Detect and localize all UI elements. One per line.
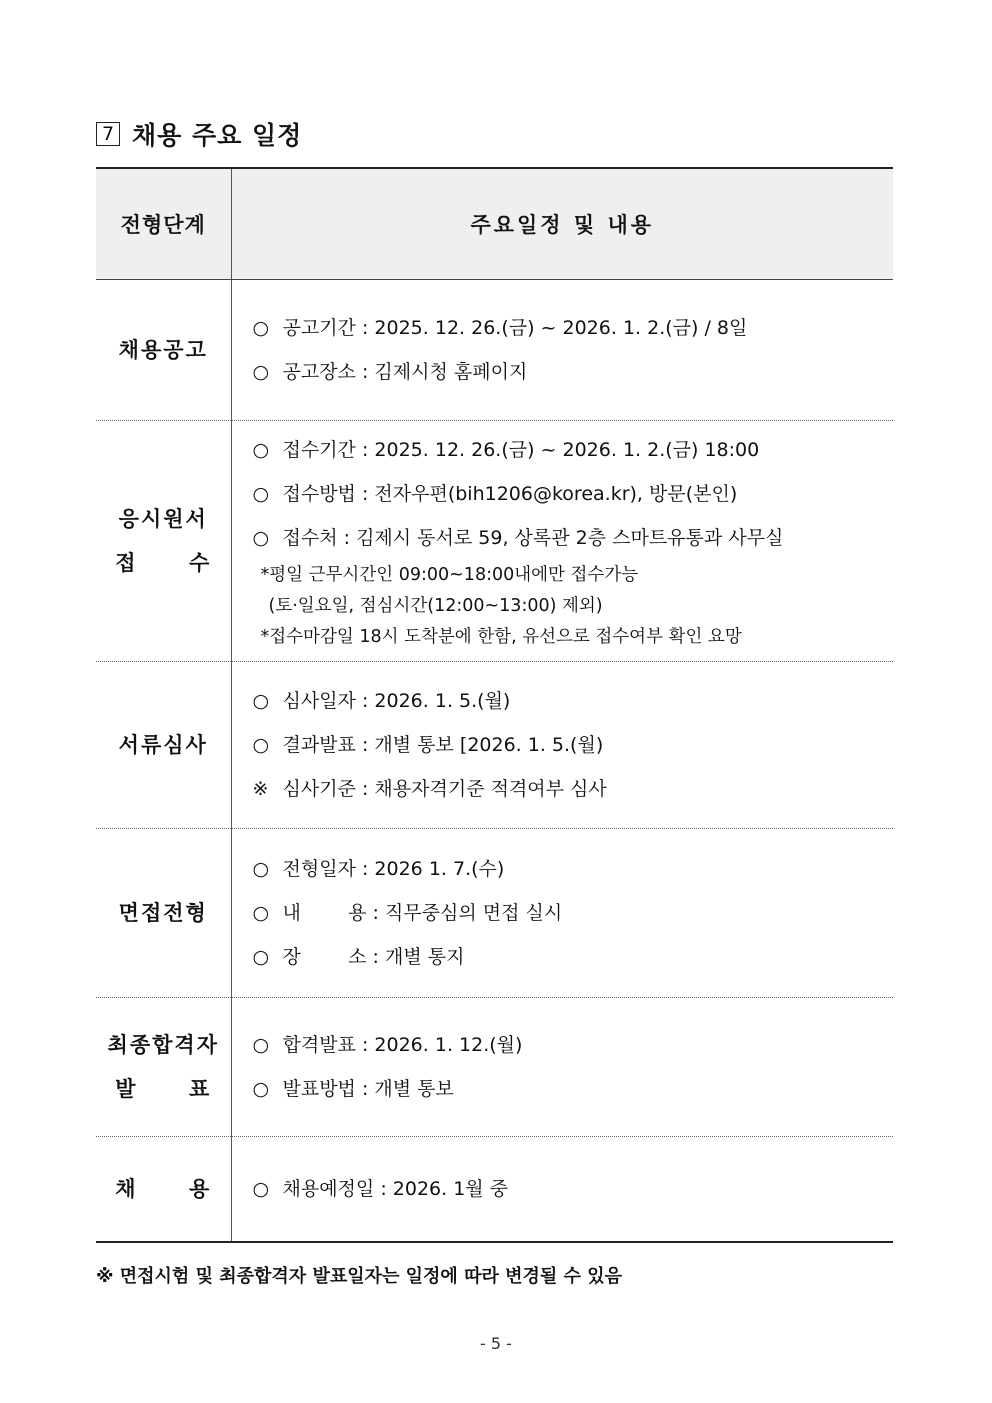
schedule-line: ○ 접수기간 : 2025. 12. 26.(금) ~ 2026. 1. 2.(금) 18:00 (253, 428, 893, 472)
table-row (96, 997, 893, 1136)
schedule-line: ○ 장 소 : 개별 통지 (253, 935, 893, 979)
content-cell (231, 420, 893, 661)
stage-label: 서류심사 (118, 732, 208, 757)
content-cell (231, 279, 893, 420)
schedule-line: ※ 심사기준 : 채용자격기준 적격여부 심사 (253, 767, 893, 811)
table-row (96, 279, 893, 420)
schedule-line: ○ 공고기간 : 2025. 12. 26.(금) ~ 2026. 1. 2.(금) / 8일 (253, 306, 893, 350)
stage-label-line2: 접 수 (115, 550, 212, 575)
schedule-note: *접수마감일 18시 도착분에 한함, 유선으로 접수여부 확인 요망 (260, 627, 742, 647)
stage-label-line2: 발 표 (115, 1076, 212, 1101)
content-cell (231, 828, 893, 997)
schedule-line: ○ 접수방법 : 전자우편(bih1206@korea.kr), 방문(본인) (253, 472, 893, 516)
circle-bullet-icon: ○ (252, 733, 270, 756)
table-row (96, 1136, 893, 1242)
circle-bullet-icon: ○ (252, 1077, 270, 1100)
table-row (96, 420, 893, 661)
stage-cell (96, 997, 231, 1136)
stage-label: 최종합격자 (107, 1032, 219, 1057)
circle-bullet-icon: ○ (252, 1033, 270, 1056)
page-number: - 5 - (480, 1334, 512, 1353)
schedule-note: (토·일요일, 점심시간(12:00~13:00) 제외) (268, 596, 603, 616)
schedule-line: ○ 결과발표 : 개별 통보 [2026. 1. 5.(월) (253, 723, 893, 767)
stage-cell (96, 661, 231, 828)
schedule-line: ○ 공고장소 : 김제시청 홈페이지 (253, 350, 893, 394)
content-cell (231, 997, 893, 1136)
stage-cell (96, 279, 231, 420)
table-row (96, 661, 893, 828)
section-number-box: 7 (96, 122, 120, 146)
content-cell (231, 661, 893, 828)
schedule-line: ○ 채용예정일 : 2026. 1월 중 (253, 1167, 893, 1211)
circle-bullet-icon: ○ (252, 527, 270, 549)
circle-bullet-icon: ○ (252, 360, 270, 383)
stage-label: 채용공고 (118, 337, 208, 362)
circle-bullet-icon: ○ (252, 857, 270, 880)
reference-mark-icon: ※ (252, 777, 269, 800)
circle-bullet-icon: ○ (252, 1177, 270, 1200)
circle-bullet-icon: ○ (252, 316, 270, 339)
stage-label: 응시원서 (118, 506, 208, 531)
table-header-row (96, 168, 893, 279)
stage-cell (96, 1136, 231, 1242)
schedule-line: ○ 전형일자 : 2026 1. 7.(수) (253, 847, 893, 891)
circle-bullet-icon: ○ (252, 901, 270, 924)
circle-bullet-icon: ○ (252, 483, 270, 505)
stage-cell (96, 828, 231, 997)
schedule-line: ○ 접수처 : 김제시 동서로 59, 상록관 2층 스마트유통과 사무실 (253, 516, 893, 560)
section-heading (96, 116, 302, 152)
schedule-line: ○ 합격발표 : 2026. 1. 12.(월) (253, 1023, 893, 1067)
header-stage: 전형단계 (96, 168, 231, 279)
circle-bullet-icon: ○ (252, 689, 270, 712)
schedule-table (96, 167, 893, 1243)
section-title: 채용 주요 일정 (132, 121, 303, 150)
table-row (96, 828, 893, 997)
stage-label: 채 용 (115, 1176, 212, 1201)
header-content: 주요일정 및 내용 (231, 168, 893, 279)
schedule-note: *평일 근무시간인 09:00~18:00내에만 접수가능 (260, 565, 639, 585)
stage-cell (96, 420, 231, 661)
stage-label: 면접전형 (118, 900, 208, 925)
schedule-line: ○ 심사일자 : 2026. 1. 5.(월) (253, 679, 893, 723)
content-cell (231, 1136, 893, 1242)
circle-bullet-icon: ○ (252, 439, 270, 461)
schedule-line: ○ 발표방법 : 개별 통보 (253, 1067, 893, 1111)
circle-bullet-icon: ○ (252, 945, 270, 968)
schedule-line: ○ 내 용 : 직무중심의 면접 실시 (253, 891, 893, 935)
footnote: ※ 면접시험 및 최종합격자 발표일자는 일정에 따라 변경될 수 있음 (96, 1266, 622, 1287)
